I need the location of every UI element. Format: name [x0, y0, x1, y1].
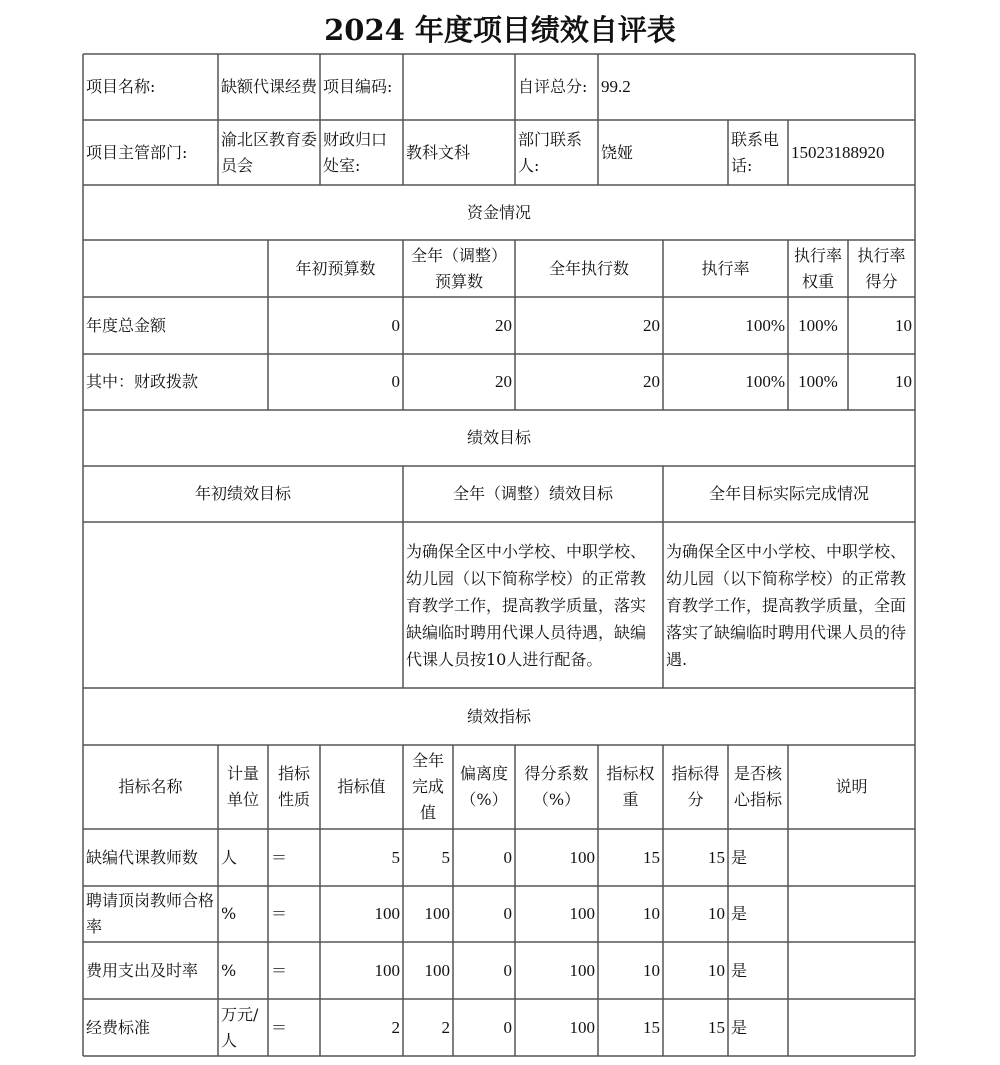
funds-cell: 100% [745, 372, 785, 391]
indicator-cell: 5 [391, 847, 400, 867]
indicator-cell [788, 829, 915, 886]
indicator-cell: 2 [441, 1017, 450, 1037]
indicator-cell: 100 [569, 1017, 595, 1037]
indicator-cell: ＝ [271, 847, 288, 867]
phone-label: 联系电话: [731, 129, 780, 175]
indicator-cell: 是 [731, 847, 748, 867]
ind-header-name: 指标名称 [118, 777, 183, 796]
indicator-cell: 5 [441, 847, 450, 867]
indicator-cell: 0 [503, 847, 512, 867]
funds-header-executed: 全年执行数 [548, 258, 629, 278]
indicator-cell: 10 [708, 904, 725, 923]
funds-cell: 100% [798, 372, 838, 391]
funds-row-label: 其中：财政拨款 [86, 372, 199, 391]
ind-header-coefficient: 得分系数（%） [524, 764, 589, 809]
funds-header-rate-weight: 执行率权重 [793, 245, 842, 291]
contact-value: 饶娅 [601, 142, 634, 162]
goals-header-actual: 全年目标实际完成情况 [708, 484, 869, 503]
score-label: 自评总分: [518, 77, 588, 96]
funds-cell: 20 [643, 315, 660, 335]
funds-header-initial-budget: 年初预算数 [295, 258, 376, 278]
indicator-cell: ＝ [271, 904, 288, 923]
indicator-cell: 100 [569, 904, 595, 923]
indicator-cell: 10 [643, 904, 660, 923]
goals-header-initial: 年初绩效目标 [194, 484, 291, 503]
funds-header-rate-score: 执行率得分 [857, 245, 906, 291]
indicator-cell: 15 [708, 1017, 725, 1037]
dept-value: 渝北区教育委员会 [221, 129, 318, 175]
ind-header-weight: 指标权重 [606, 764, 655, 809]
funds-cell: 20 [495, 315, 512, 335]
indicator-cell [788, 942, 915, 999]
indicator-cell: 万元/人 [221, 1004, 259, 1050]
ind-header-deviation: 偏离度（%） [459, 764, 508, 809]
indicator-cell [788, 886, 915, 942]
funds-header-adjusted-budget: 全年（调整）预算数 [411, 245, 508, 291]
indicator-name: 经费标准 [86, 1017, 151, 1037]
goal-actual-text: 为确保全区中小学校、中职学校、幼儿园（以下简称学校）的正常教育教学工作，提高教学质量，全面落实了缺编临时聘用代课人员的待遇. [666, 541, 907, 669]
funds-cell: 20 [495, 372, 512, 391]
indicator-cell: 100 [569, 960, 595, 980]
indicator-name: 缺编代课教师数 [86, 847, 199, 867]
finance-label: 财政归口处室: [323, 129, 388, 175]
ind-header-actual: 全年完成值 [411, 751, 444, 822]
indicator-cell: 是 [731, 904, 748, 923]
goals-header-adjusted: 全年（调整）绩效目标 [452, 484, 613, 503]
indicator-cell: % [221, 904, 237, 923]
funds-cell: 0 [391, 372, 400, 391]
indicator-cell: 100 [424, 960, 450, 980]
ind-header-core: 是否核心指标 [733, 764, 782, 809]
indicator-cell: 2 [391, 1017, 400, 1037]
dept-label: 项目主管部门: [86, 142, 188, 162]
indicator-cell: % [221, 960, 237, 980]
indicator-cell: 100 [569, 847, 595, 867]
funds-cell: 0 [391, 315, 400, 335]
indicator-cell [788, 999, 915, 1056]
indicator-cell: ＝ [271, 960, 288, 980]
funds-cell: 10 [895, 372, 912, 391]
ind-header-note: 说明 [835, 777, 868, 796]
indicator-cell: 0 [503, 904, 512, 923]
funds-cell: 100% [745, 315, 785, 335]
indicator-cell: 15 [708, 847, 725, 867]
indicator-cell: 10 [708, 960, 725, 980]
project-name-label: 项目名称: [86, 77, 156, 96]
funds-row-label: 年度总金额 [86, 315, 167, 335]
indicator-cell: 是 [731, 960, 748, 980]
goal-initial-text [83, 522, 403, 688]
phone-value: 15023188920 [791, 142, 885, 162]
indicator-cell: 0 [503, 1017, 512, 1037]
funds-header-blank [83, 240, 268, 297]
indicator-name: 聘请顶岗教师合格率 [86, 891, 215, 936]
ind-header-target: 指标值 [337, 777, 386, 796]
indicator-cell: 15 [643, 847, 660, 867]
indicator-cell: ＝ [271, 1017, 288, 1037]
indicator-cell: 0 [503, 960, 512, 980]
indicator-cell: 100 [424, 904, 450, 923]
indicator-cell: 10 [643, 960, 660, 980]
ind-header-unit: 计量单位 [226, 764, 259, 809]
indicators-section-title: 绩效指标 [466, 706, 531, 726]
funds-cell: 20 [643, 372, 660, 391]
page-title: 2024 年度项目绩效自评表 [324, 13, 676, 47]
indicator-cell: 人 [221, 847, 238, 867]
score-value: 99.2 [601, 77, 631, 96]
funds-cell: 100% [798, 315, 838, 335]
goals-section-title: 绩效目标 [466, 428, 531, 447]
funds-section-title: 资金情况 [466, 202, 531, 222]
funds-header-exec-rate: 执行率 [701, 258, 750, 278]
ind-header-nature: 指标性质 [277, 764, 310, 809]
indicator-name: 费用支出及时率 [86, 960, 199, 980]
indicator-cell: 100 [374, 904, 400, 923]
funds-cell: 10 [895, 315, 912, 335]
contact-label: 部门联系人: [518, 129, 583, 175]
project-code-label: 项目编码: [323, 77, 393, 96]
indicator-cell: 是 [731, 1017, 748, 1037]
indicator-cell: 15 [643, 1017, 660, 1037]
ind-header-score: 指标得分 [671, 764, 720, 809]
indicator-cell: 100 [374, 960, 400, 980]
finance-value: 教科文科 [406, 142, 471, 162]
goal-adjusted-text: 为确保全区中小学校、中职学校、幼儿园（以下简称学校）的正常教育教学工作，提高教学质量，落实缺编临时聘用代课人员待遇，缺编代课人员按10人进行配备。 [406, 541, 647, 669]
project-code-value [403, 54, 515, 120]
project-name-value: 缺额代课经费 [221, 77, 318, 96]
